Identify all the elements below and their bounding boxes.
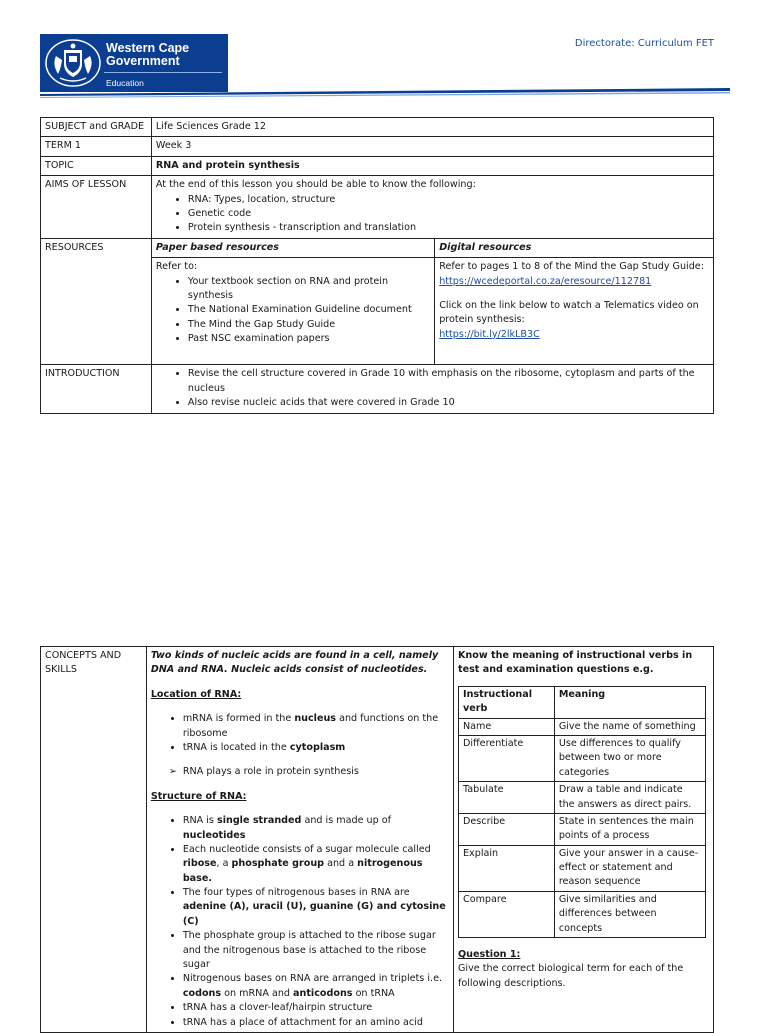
- digital-text-1: Refer to pages 1 to 8 of the Mind the Gap Study Guide:: [439, 261, 704, 273]
- coat-of-arms-icon: [44, 38, 102, 88]
- table-row: [41, 156, 714, 175]
- table-row: [459, 782, 706, 814]
- verb-cell: Describe: [459, 813, 555, 845]
- aims-intro: At the end of this lesson you should be able to know the following:: [155, 179, 476, 191]
- question-text: Give the correct biological term for each of the following descriptions.: [458, 963, 684, 989]
- verbs-content: [454, 647, 714, 1033]
- list-item: • mRNA is formed in the nucleus and functions on the ribosome: [183, 712, 449, 741]
- table-row: [41, 238, 714, 257]
- list-item: • Past NSC examination papers: [188, 332, 430, 346]
- table-row: [459, 718, 706, 735]
- meaning-cell: Give the name of something: [554, 718, 705, 735]
- digital-resources-cell: [435, 258, 714, 365]
- logo-divider: [104, 72, 222, 73]
- list-item: • tRNA has a clover-leaf/hairpin structure: [183, 1001, 449, 1015]
- verb-cell: Tabulate: [459, 782, 555, 814]
- subject-value: Life Sciences Grade 12: [151, 118, 713, 137]
- meaning-cell: Use differences to qualify between two or more categories: [554, 735, 705, 781]
- introduction-cell: [151, 365, 713, 413]
- list-item: • Genetic code: [188, 207, 709, 221]
- wcg-logo: [40, 34, 228, 92]
- verb-cell: Name: [459, 718, 555, 735]
- verbs-intro: Know the meaning of instructional verbs in test and examination questions e.g.: [458, 650, 693, 676]
- table-row: [41, 365, 714, 413]
- structure-list: [151, 814, 449, 1030]
- table-row: [459, 735, 706, 781]
- list-item: • tRNA is located in the cytoplasm: [183, 741, 449, 755]
- table-row: [41, 137, 714, 156]
- digital-text-2: Click on the link below to watch a Telematics video on protein synthesis:: [439, 299, 699, 326]
- list-item: • Each nucleotide consists of a sugar molecule called ribose, a phosphate group and a nitrogenous base.: [183, 843, 449, 886]
- list-item: • The phosphate group is attached to the ribose sugar and the nitrogenous base is attached to the ribose sugar: [183, 929, 449, 972]
- list-item: • Your textbook section on RNA and protein synthesis: [188, 275, 430, 304]
- term-value: Week 3: [151, 137, 713, 156]
- verb-cell: Differentiate: [459, 735, 555, 781]
- instructional-verbs-table: [458, 686, 706, 938]
- directorate-label: Directorate: Curriculum FET: [574, 38, 714, 49]
- resources-label: RESOURCES: [41, 238, 152, 365]
- list-item: • The four types of nitrogenous bases in RNA are adenine (A), uracil (U), guanine (G) and cytosine (C): [183, 886, 449, 929]
- paper-resources-cell: [151, 258, 434, 365]
- aims-list: [156, 193, 709, 236]
- meaning-cell: Draw a table and indicate the answers as direct pairs.: [554, 782, 705, 814]
- telematics-video-link[interactable]: https://bit.ly/2lkLB3C: [439, 328, 540, 340]
- logo-title-line2: Government: [106, 54, 180, 68]
- table-row: [459, 686, 706, 718]
- logo-title-line1: Western Cape: [106, 41, 190, 55]
- study-guide-link[interactable]: https://wcedeportal.co.za/eresource/112781: [439, 275, 652, 287]
- list-item: • RNA is single stranded and is made up of nucleotides: [183, 814, 449, 843]
- location-list: [151, 712, 449, 755]
- meaning-cell: Give your answer in a cause-effect or statement and reason sequence: [554, 845, 705, 891]
- header-swoosh: [40, 86, 730, 104]
- term-label: TERM 1: [41, 137, 152, 156]
- list-item: • RNA: Types, location, structure: [188, 193, 709, 207]
- question-heading: Question 1:: [458, 949, 521, 961]
- list-item: • The Mind the Gap Study Guide: [188, 318, 430, 332]
- table-row: [459, 891, 706, 937]
- topic-value: RNA and protein synthesis: [151, 156, 713, 175]
- table-row: [459, 813, 706, 845]
- introduction-list: [156, 367, 709, 410]
- aims-cell: [151, 176, 713, 239]
- list-item: ➢ RNA plays a role in protein synthesis: [183, 765, 449, 779]
- paper-resources-heading: Paper based resources: [151, 238, 434, 257]
- paper-resources-list: [156, 275, 430, 347]
- location-heading: Location of RNA:: [150, 688, 242, 700]
- meaning-cell: Give similarities and differences between concepts: [554, 891, 705, 937]
- topic-label: TOPIC: [41, 156, 152, 175]
- introduction-label: INTRODUCTION: [41, 365, 152, 413]
- structure-heading: Structure of RNA:: [150, 790, 247, 802]
- concepts-label: CONCEPTS AND SKILLS: [41, 647, 147, 1033]
- verb-col-header: Instructional verb: [459, 686, 555, 718]
- logo-subtitle: Education: [106, 78, 144, 88]
- list-item: • The National Examination Guideline document: [188, 303, 430, 317]
- concepts-table: [40, 646, 714, 1033]
- list-item: • Nitrogenous bases on RNA are arranged in triplets i.e. codons on mRNA and anticodons on tRNA: [183, 972, 449, 1001]
- meaning-cell: State in sentences the main points of a process: [554, 813, 705, 845]
- table-row: [459, 845, 706, 891]
- list-item: • Revise the cell structure covered in Grade 10 with emphasis on the ribosome, cytoplasm and parts of the nucleus: [188, 367, 709, 396]
- table-row: [41, 118, 714, 137]
- paper-intro: Refer to:: [155, 261, 198, 273]
- subject-label: SUBJECT and GRADE: [41, 118, 152, 137]
- list-item: • tRNA has a place of attachment for an amino acid: [183, 1016, 449, 1030]
- list-item: • Protein synthesis - transcription and translation: [188, 221, 709, 235]
- table-row: [41, 647, 714, 1033]
- table-row: [41, 176, 714, 239]
- verb-cell: Compare: [459, 891, 555, 937]
- meaning-col-header: Meaning: [554, 686, 705, 718]
- verb-cell: Explain: [459, 845, 555, 891]
- arrow-list: [151, 765, 449, 779]
- digital-resources-heading: Digital resources: [435, 238, 714, 257]
- nucleic-acids-intro: Two kinds of nucleic acids are found in a cell, namely DNA and RNA. Nucleic acids consist of nucleotides.: [150, 650, 439, 676]
- list-item: • Also revise nucleic acids that were covered in Grade 10: [188, 396, 709, 410]
- lesson-overview-table: [40, 117, 714, 414]
- concepts-content: [146, 647, 453, 1033]
- aims-label: AIMS OF LESSON: [41, 176, 152, 239]
